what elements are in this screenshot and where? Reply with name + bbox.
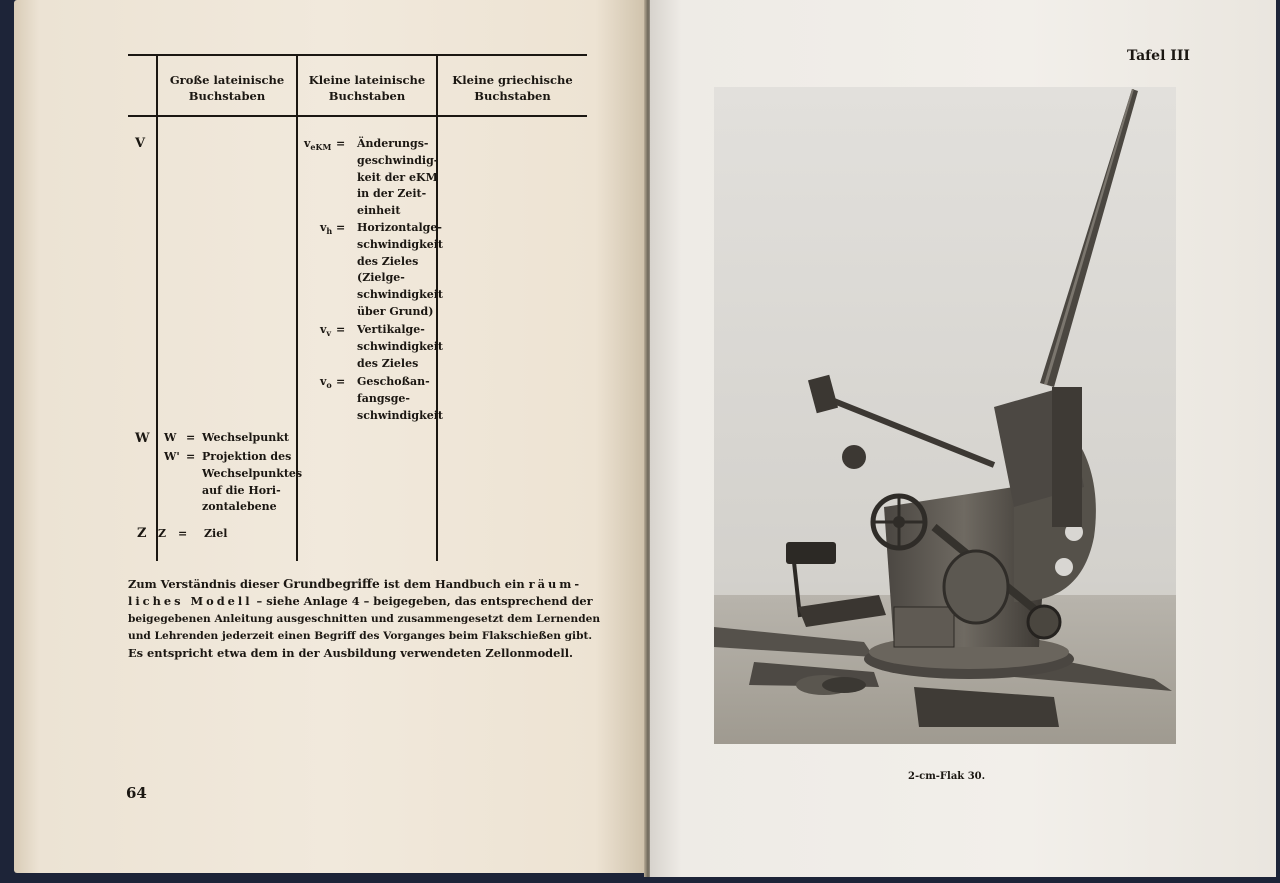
symbol-v-ekm: $v_{eKM}$ xyxy=(304,137,332,153)
symbol-table: Große lateinische Buchstaben Kleine lateinische Buchstaben Kleine griechische Buchstaben V W Z $v_{eKM}$ = Änderungs- geschwindig- keit der eKM in der Zeit- einheit $v_h$ = Horizontalge- schwindigkeit des Zieles (Zielge- schwindigkeit über Grund) $v_v$ = Vertikalge- schwindigkeit des Zieles $v_o$ = Geschoßan- fangsge- schwindigkeit W = Wechselpunkt W' = Projektion des Wechselpunktes auf die Hori- zontalebene Z = Ziel xyxy=(128,54,587,561)
header-large-latin xyxy=(158,72,296,104)
explanatory-paragraph xyxy=(128,576,601,662)
row-letter-w: W xyxy=(135,431,150,446)
entry-text: Wechselpunkt xyxy=(202,431,289,444)
header-line: Kleine lateinische xyxy=(308,73,426,87)
header-small-latin xyxy=(298,72,436,104)
entry-text: Ziel xyxy=(204,527,228,540)
page-number: 64 xyxy=(126,784,147,802)
symbol-v-h: $v_h$ xyxy=(320,221,333,237)
header-line: Buchstaben xyxy=(474,89,551,103)
header-line: Große lateinische xyxy=(169,73,285,87)
entry-text: Vertikalge- schwindigkeit des Zieles xyxy=(357,323,443,370)
flak-gun-photo xyxy=(714,87,1176,744)
entry-text: Geschoßan- fangsge- schwindigkeit xyxy=(357,375,443,422)
flak-gun-illustration xyxy=(714,87,1176,744)
entry-text: Horizontalge- schwindigkeit des Zieles (Zielge- schwindigkeit über Grund) xyxy=(357,221,443,318)
paragraph-line: Zum Verständnis dieser Grundbegriffe ist dem Handbuch ein räum- xyxy=(128,577,583,591)
paragraph-line: und Lehrenden jederzeit einen Begriff des Vorganges beim Flakschießen gibt. xyxy=(128,629,593,642)
header-line: Buchstaben xyxy=(328,89,406,103)
symbol-v-v: $v_v$ xyxy=(320,323,332,339)
entry-text: Projektion des Wechselpunktes auf die Hori- zontalebene xyxy=(202,450,303,514)
header-small-greek xyxy=(438,72,587,104)
table-top-rule xyxy=(128,54,587,56)
symbol-w: W xyxy=(164,431,177,444)
symbol-z: Z xyxy=(158,527,167,540)
plate-title: Tafel III xyxy=(1127,48,1190,64)
header-line: Buchstaben xyxy=(188,89,266,103)
paragraph-line: liches Modell – siehe Anlage 4 – beigegeben, das entsprechend der xyxy=(128,594,593,609)
table-header-rule xyxy=(128,115,587,117)
entry-text: Änderungs- geschwindig- keit der eKM in der Zeit- einheit xyxy=(357,137,439,218)
photo-caption: 2-cm-Flak 30. xyxy=(908,771,986,782)
paragraph-line: beigegebenen Anleitung ausgeschnitten und zusammengesetzt dem Lernenden xyxy=(128,612,601,625)
row-letter-z: Z xyxy=(137,526,147,541)
symbol-v-o: $v_o$ xyxy=(320,375,332,391)
row-letter-v: V xyxy=(135,136,146,151)
header-line: Kleine griechische xyxy=(452,73,573,87)
paragraph-line: Es entspricht etwa dem in der Ausbildung verwendeten Zellonmodell. xyxy=(128,646,573,661)
symbol-w-prime: W' xyxy=(164,450,180,463)
table-column-rule xyxy=(156,56,158,561)
